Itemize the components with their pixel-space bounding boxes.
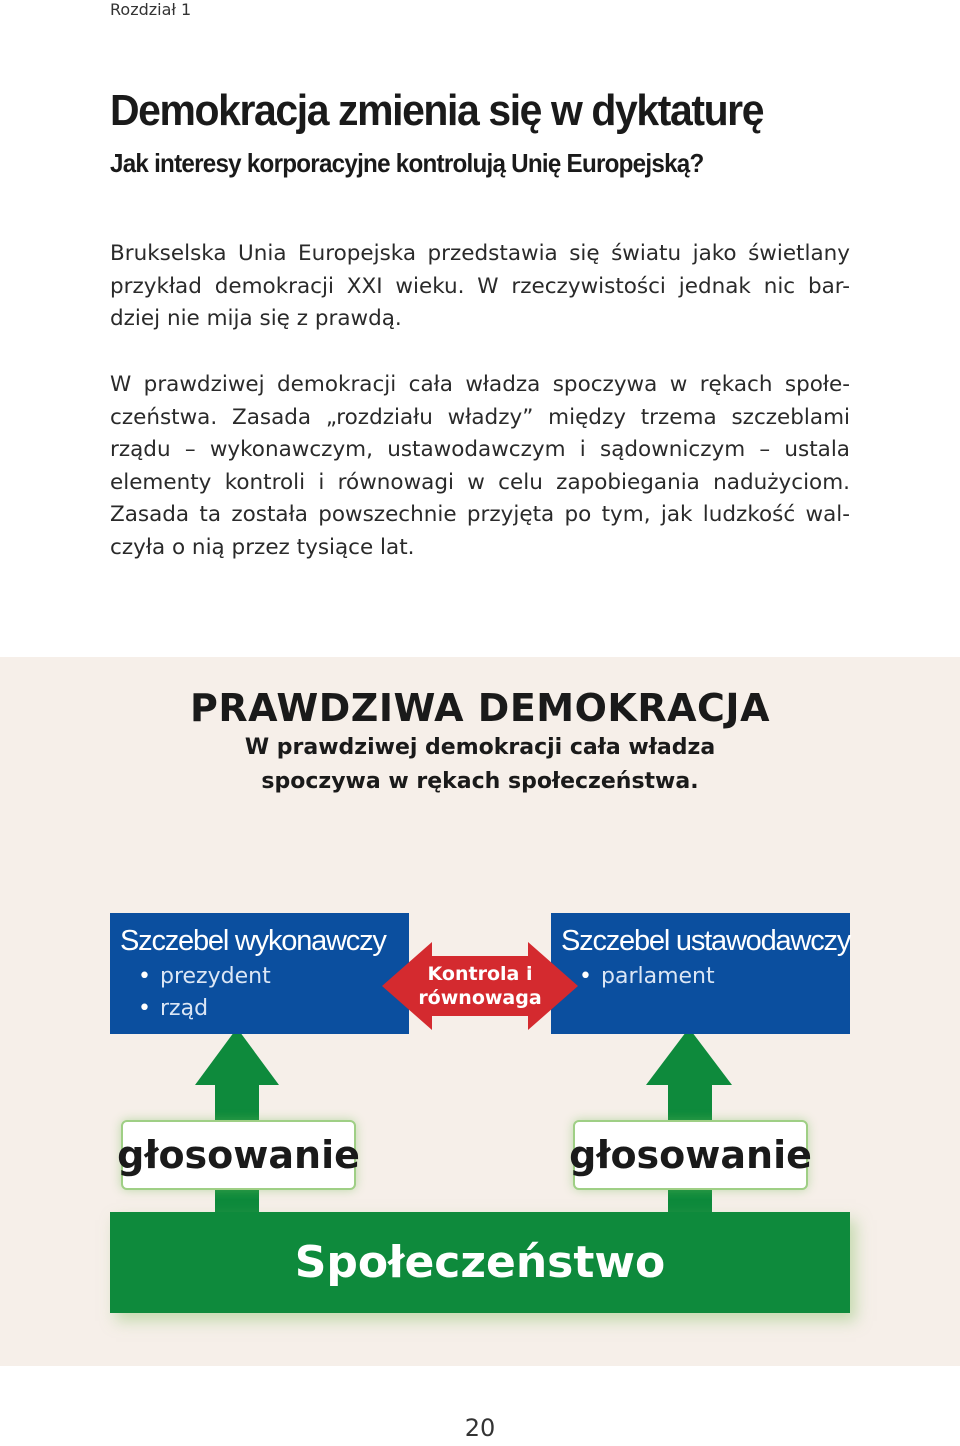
balance-line: Kontrola i [427,963,533,985]
paragraph-line: czeństwa. Zasada „rozdziału władzy” między trzema szczeblami [110,404,850,430]
paragraph-line: elementy kontroli i równowagi w celu zapobiegania nadużyciom. [110,469,850,495]
diagram-title: PRAWDZIWA DEMOKRACJA [190,686,770,730]
legislative-branch-box [551,913,850,1034]
legislative-title: Szczebel ustawodawczy [561,925,851,957]
paragraph-line: Zasada ta została powszechnie przyjęta po tym, jak ludzkość wal- [110,502,850,527]
vote-label-right: głosowanie [573,1120,808,1190]
diagram-subtitle-line: W prawdziwej demokracji cała władza [244,735,716,760]
executive-list [120,961,399,1025]
diagram-subtitle-line: spoczywa w rękach społeczeństwa. [261,769,699,794]
page-subtitle: Jak interesy korporacyjne kontrolują Unię Europejską? [110,148,704,178]
society-box: Społeczeństwo [110,1212,850,1313]
paragraph-line: W prawdziwej demokracji cała władza spoczywa w rękach społe- [110,372,850,397]
executive-item: • prezydent [120,961,399,993]
paragraph-line: Brukselska Unia Europejska przedstawia się światu jako świetlany [110,241,850,266]
paragraph-line: rządu – wykonawczym, ustawodawczym i sądowniczym – ustala [110,437,850,462]
paragraph-line: przykład demokracji XXI wieku. W rzeczywistości jednak nic bar- [110,273,850,299]
page-number: 20 [464,1414,496,1442]
vote-label-left: głosowanie [121,1120,356,1190]
executive-item: • rząd [120,993,399,1025]
executive-branch-box [110,913,409,1034]
legislative-item: • parlament [561,961,840,993]
diagram-subtitle [0,731,960,799]
executive-title: Szczebel wykonawczy [120,925,386,957]
legislative-list [561,961,840,993]
balance-line: równowaga [418,987,542,1009]
paragraph-line: czyła o nią przez tysiące lat. [110,534,415,560]
paragraph-line: dziej nie mija się z prawdą. [110,306,402,331]
chapter-label: Rozdział 1 [110,0,192,19]
balance-label [380,962,580,1010]
paragraph-2 [110,369,850,564]
page-title: Demokracja zmienia się w dyktaturę [110,86,764,135]
paragraph-1 [110,238,850,336]
